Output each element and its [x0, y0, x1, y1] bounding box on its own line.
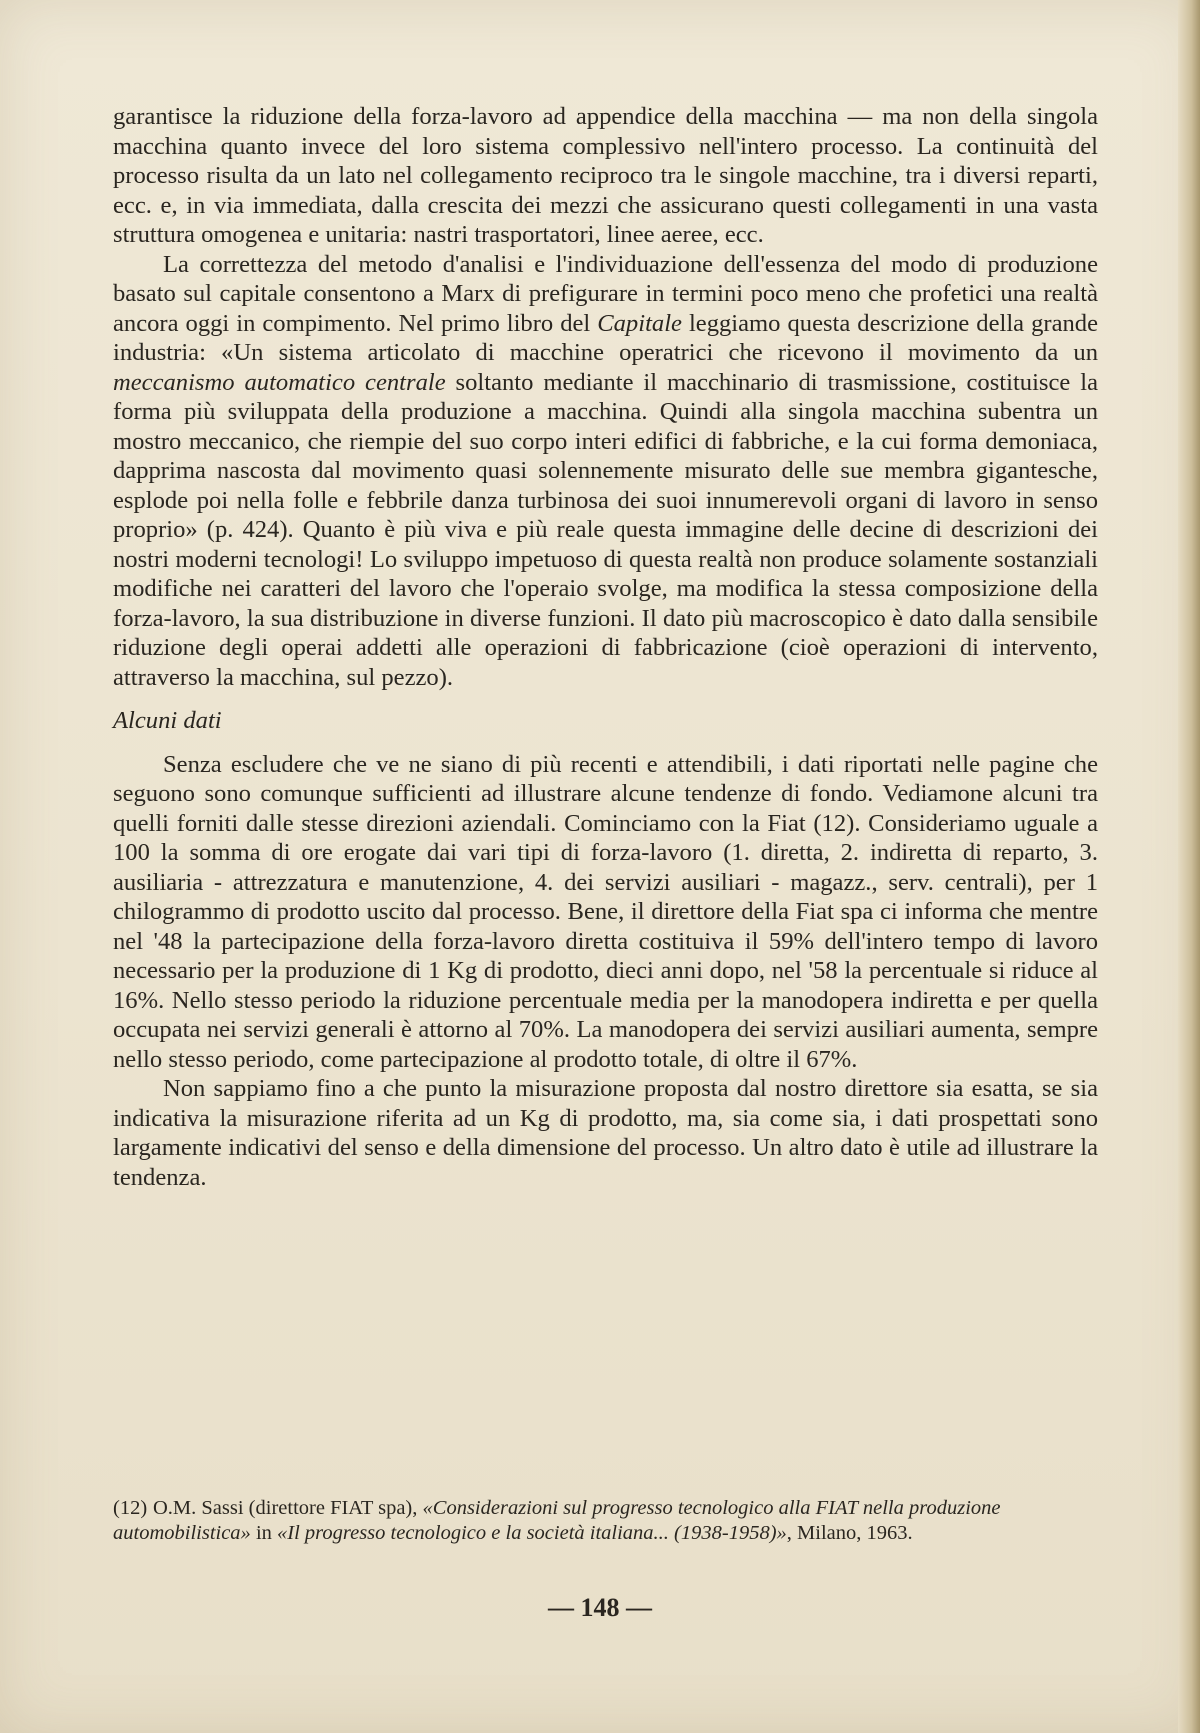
- paragraph-2: [113, 250, 1098, 693]
- paragraph-1: garantisce la riduzione della forza-lavoro ad appendice della macchina — ma non della singola macchina quanto invece del loro sistema complessivo nell'intero processo. La continuità del processo risulta da un lato nel collegamento reciproco tra le singole macchine, tra i diversi reparti, ecc. e, in via immediata, dalla crescita dei mezzi che assicurano questi collegamenti in una vasta struttura omogenea e unitaria: nastri trasportatori, linee aeree, ecc.: [113, 103, 1098, 248]
- footnote-publication: , Milano, 1963.: [786, 1521, 913, 1544]
- meccanismo-italic: meccanismo automatico centrale: [113, 368, 446, 396]
- page-number: — 148 —: [548, 1593, 652, 1622]
- paragraph-2-part-a: La correttezza del metodo d'analisi e l'individuazione dell'essenza del modo di produzione basato sul capitale consentono a Marx di prefigurare in termini poco meno che profetici una realtà ancora oggi in compimento. Nel primo libro del: [113, 250, 1098, 337]
- paragraph-4: Non sappiamo fino a che punto la misurazione proposta dal nostro direttore sia esatta, se sia indicativa la misurazione riferita ad un Kg di prodotto, ma, sia come sia, i dati prospettati sono largamente indicativi del senso e della dimensione del processo. Un altro dato è utile ad illustrare la tendenza.: [113, 1075, 1098, 1191]
- footnote-author: O.M. Sassi (direttore FIAT spa),: [153, 1497, 423, 1519]
- footnote: [113, 1496, 1098, 1545]
- capitale-italic: Capitale: [597, 309, 682, 337]
- footnote-in: in: [250, 1521, 278, 1544]
- footnote-title-2: «Il progresso tecnologico e la società italiana... (1938-1958)»: [277, 1521, 787, 1544]
- section-heading: Alcuni dati: [113, 707, 222, 734]
- body-text: [113, 102, 1098, 1192]
- footnote-number: (12): [113, 1497, 148, 1519]
- paragraph-2-part-c: soltanto mediante il macchinario di trasmissione, costituisce la forma più sviluppata della produzione a macchina. Quindi alla singola macchina subentra un mostro meccanico, che riempie del suo corpo interi edifici di fabbriche, e la cui forma demoniaca, dapprima nascosta dal movimento quasi solennemente misurato delle sue membra gigantesche, esplode poi nella folle e febbrile danza turbinosa dei suoi innumerevoli organi di lavoro in senso proprio» (p. 424). Quanto è più viva e più reale questa immagine delle decine di descrizioni dei nostri moderni tecnologi! Lo sviluppo impetuoso di questa realtà non produce solamente sostanziali modifiche nei caratteri del lavoro che l'operaio svolge, ma modifica la stessa composizione della forza-lavoro, la sua distribuzione in diverse funzioni. Il dato più macroscopico è dato dalla sensibile riduzione degli operai addetti alle operazioni di fabbricazione (cioè operazioni di intervento, attraverso la macchina, sul pezzo).: [113, 368, 1098, 691]
- footnote-title-1: «Considerazioni sul progresso tecnologico alla FIAT nella produzione automobilistica»: [113, 1497, 1001, 1544]
- paragraph-3: Senza escludere che ve ne siano di più recenti e attendibili, i dati riportati nelle pagine che seguono sono comunque sufficienti ad illustrare alcune tendenze di fondo. Vediamone alcuni tra quelli forniti dalle stesse direzioni aziendali. Cominciamo con la Fiat (12). Consideriamo uguale a 100 la somma di ore erogate dai vari tipi di forza-lavoro (1. diretta, 2. indiretta di reparto, 3. ausiliaria - attrezzatura e manutenzione, 4. dei servizi ausiliari - magazz., serv. centrali), per 1 chilogrammo di prodotto uscito dal processo. Bene, il direttore della Fiat spa ci informa che mentre nel '48 la partecipazione della forza-lavoro diretta costituiva il 59% dell'intero tempo di lavoro necessario per la produzione di 1 Kg di prodotto, dieci anni dopo, nel '58 la percentuale si riduce al 16%. Nello stesso periodo la riduzione percentuale media per la manodopera indiretta e per quella occupata nei servizi generali è attorno al 70%. La manodopera dei servizi ausiliari aumenta, sempre nello stesso periodo, come partecipazione al prodotto totale, di oltre il 67%.: [113, 750, 1098, 1073]
- paragraph-2-part-b: leggiamo questa descrizione della grande industria: «Un sistema articolato di macchine operatrici che ricevono il movimento da un: [113, 309, 1098, 366]
- page-spine-edge: [1178, 0, 1200, 1733]
